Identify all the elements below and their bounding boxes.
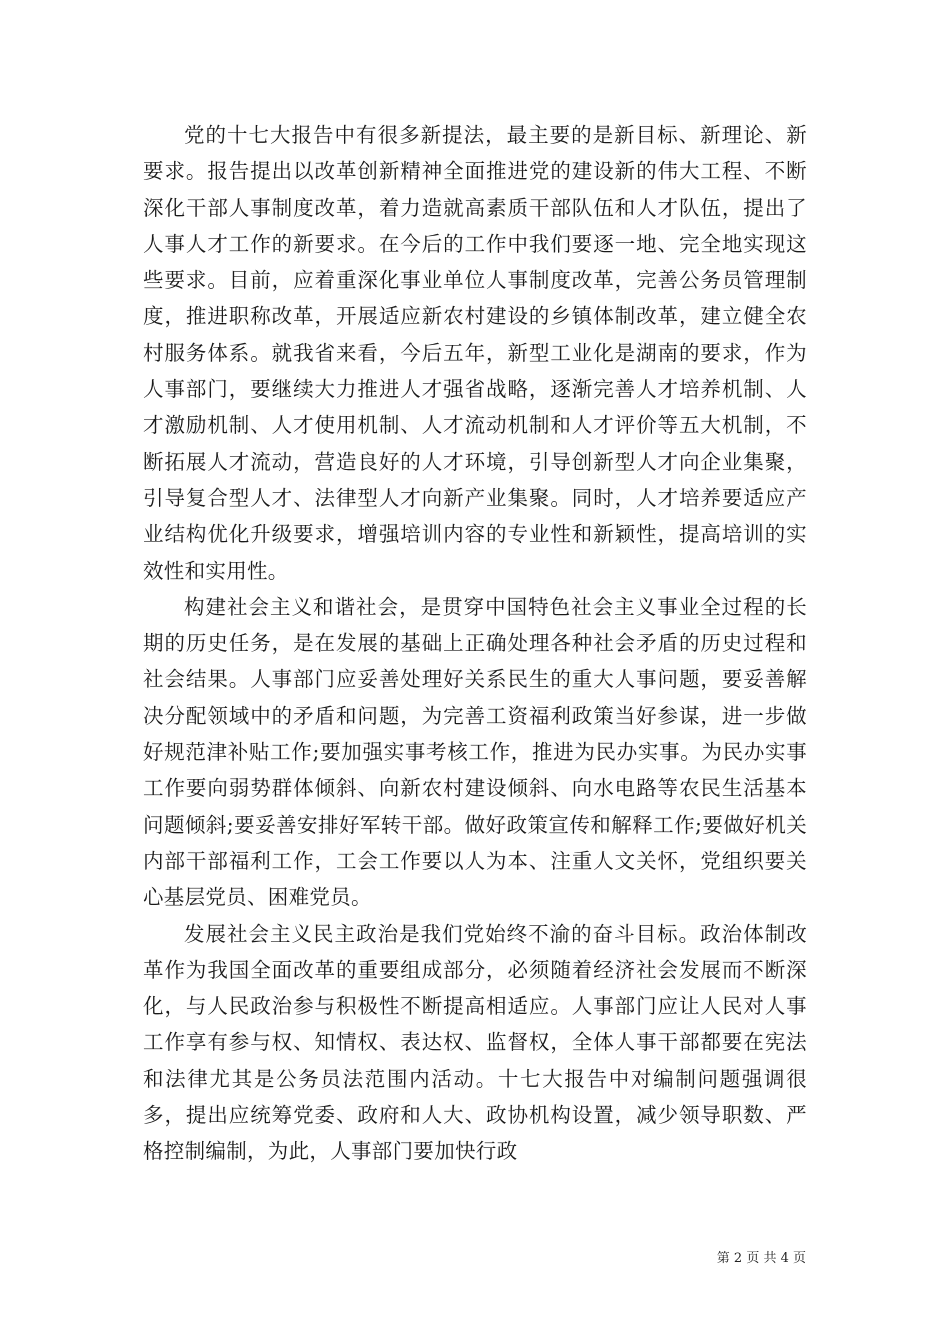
document-body	[143, 117, 807, 1170]
page-number-footer: 第 2 页 共 4 页	[716, 1251, 806, 1266]
paragraph-1: 党的十七大报告中有很多新提法，最主要的是新目标、新理论、新要求。报告提出以改革创新精神全面推进党的建设新的伟大工程、不断深化干部人事制度改革，着力造就高素质干部队伍和人才队伍，提出了人事人才工作的新要求。在今后的工作中我们要逐一地、完全地实现这些要求。目前，应着重深化事业单位人事制度改革，完善公务员管理制度，推进职称改革，开展适应新农村建设的乡镇体制改革，建立健全农村服务体系。就我省来看，今后五年，新型工业化是湖南的要求，作为人事部门，要继续大力推进人才强省战略，逐渐完善人才培养机制、人才激励机制、人才使用机制、人才流动机制和人才评价等五大机制，不断拓展人才流动，营造良好的人才环境，引导创新型人才向企业集聚，引导复合型人才、法律型人才向新产业集聚。同时，人才培养要适应产业结构优化升级要求，增强培训内容的专业性和新颖性，提高培训的实效性和实用性。	[143, 123, 807, 583]
paragraph-3: 发展社会主义民主政治是我们党始终不渝的奋斗目标。政治体制改革作为我国全面改革的重要组成部分，必须随着经济社会发展而不断深化，与人民政治参与积极性不断提高相适应。人事部门应让人民对人事工作享有参与权、知情权、表达权、监督权，全体人事干部都要在宪法和法律尤其是公务员法范围内活动。十七大报告中对编制问题强调很多，提出应统筹党委、政府和人大、政协机构设置，减少领导职数、严格控制编制，为此，人事部门要加快行政	[143, 921, 807, 1164]
paragraph-2: 构建社会主义和谐社会，是贯穿中国特色社会主义事业全过程的长期的历史任务，是在发展的基础上正确处理各种社会矛盾的历史过程和社会结果。人事部门应妥善处理好关系民生的重大人事问题，要妥善解决分配领域中的矛盾和问题，为完善工资福利政策当好参谋，进一步做好规范津补贴工作;要加强实事考核工作，推进为民办实事。为民办实事工作要向弱势群体倾斜、向新农村建设倾斜、向水电路等农民生活基本问题倾斜;要妥善安排好军转干部。做好政策宣传和解释工作;要做好机关内部干部福利工作，工会工作要以人为本、注重人文关怀，党组织要关心基层党员、困难党员。	[143, 594, 807, 910]
